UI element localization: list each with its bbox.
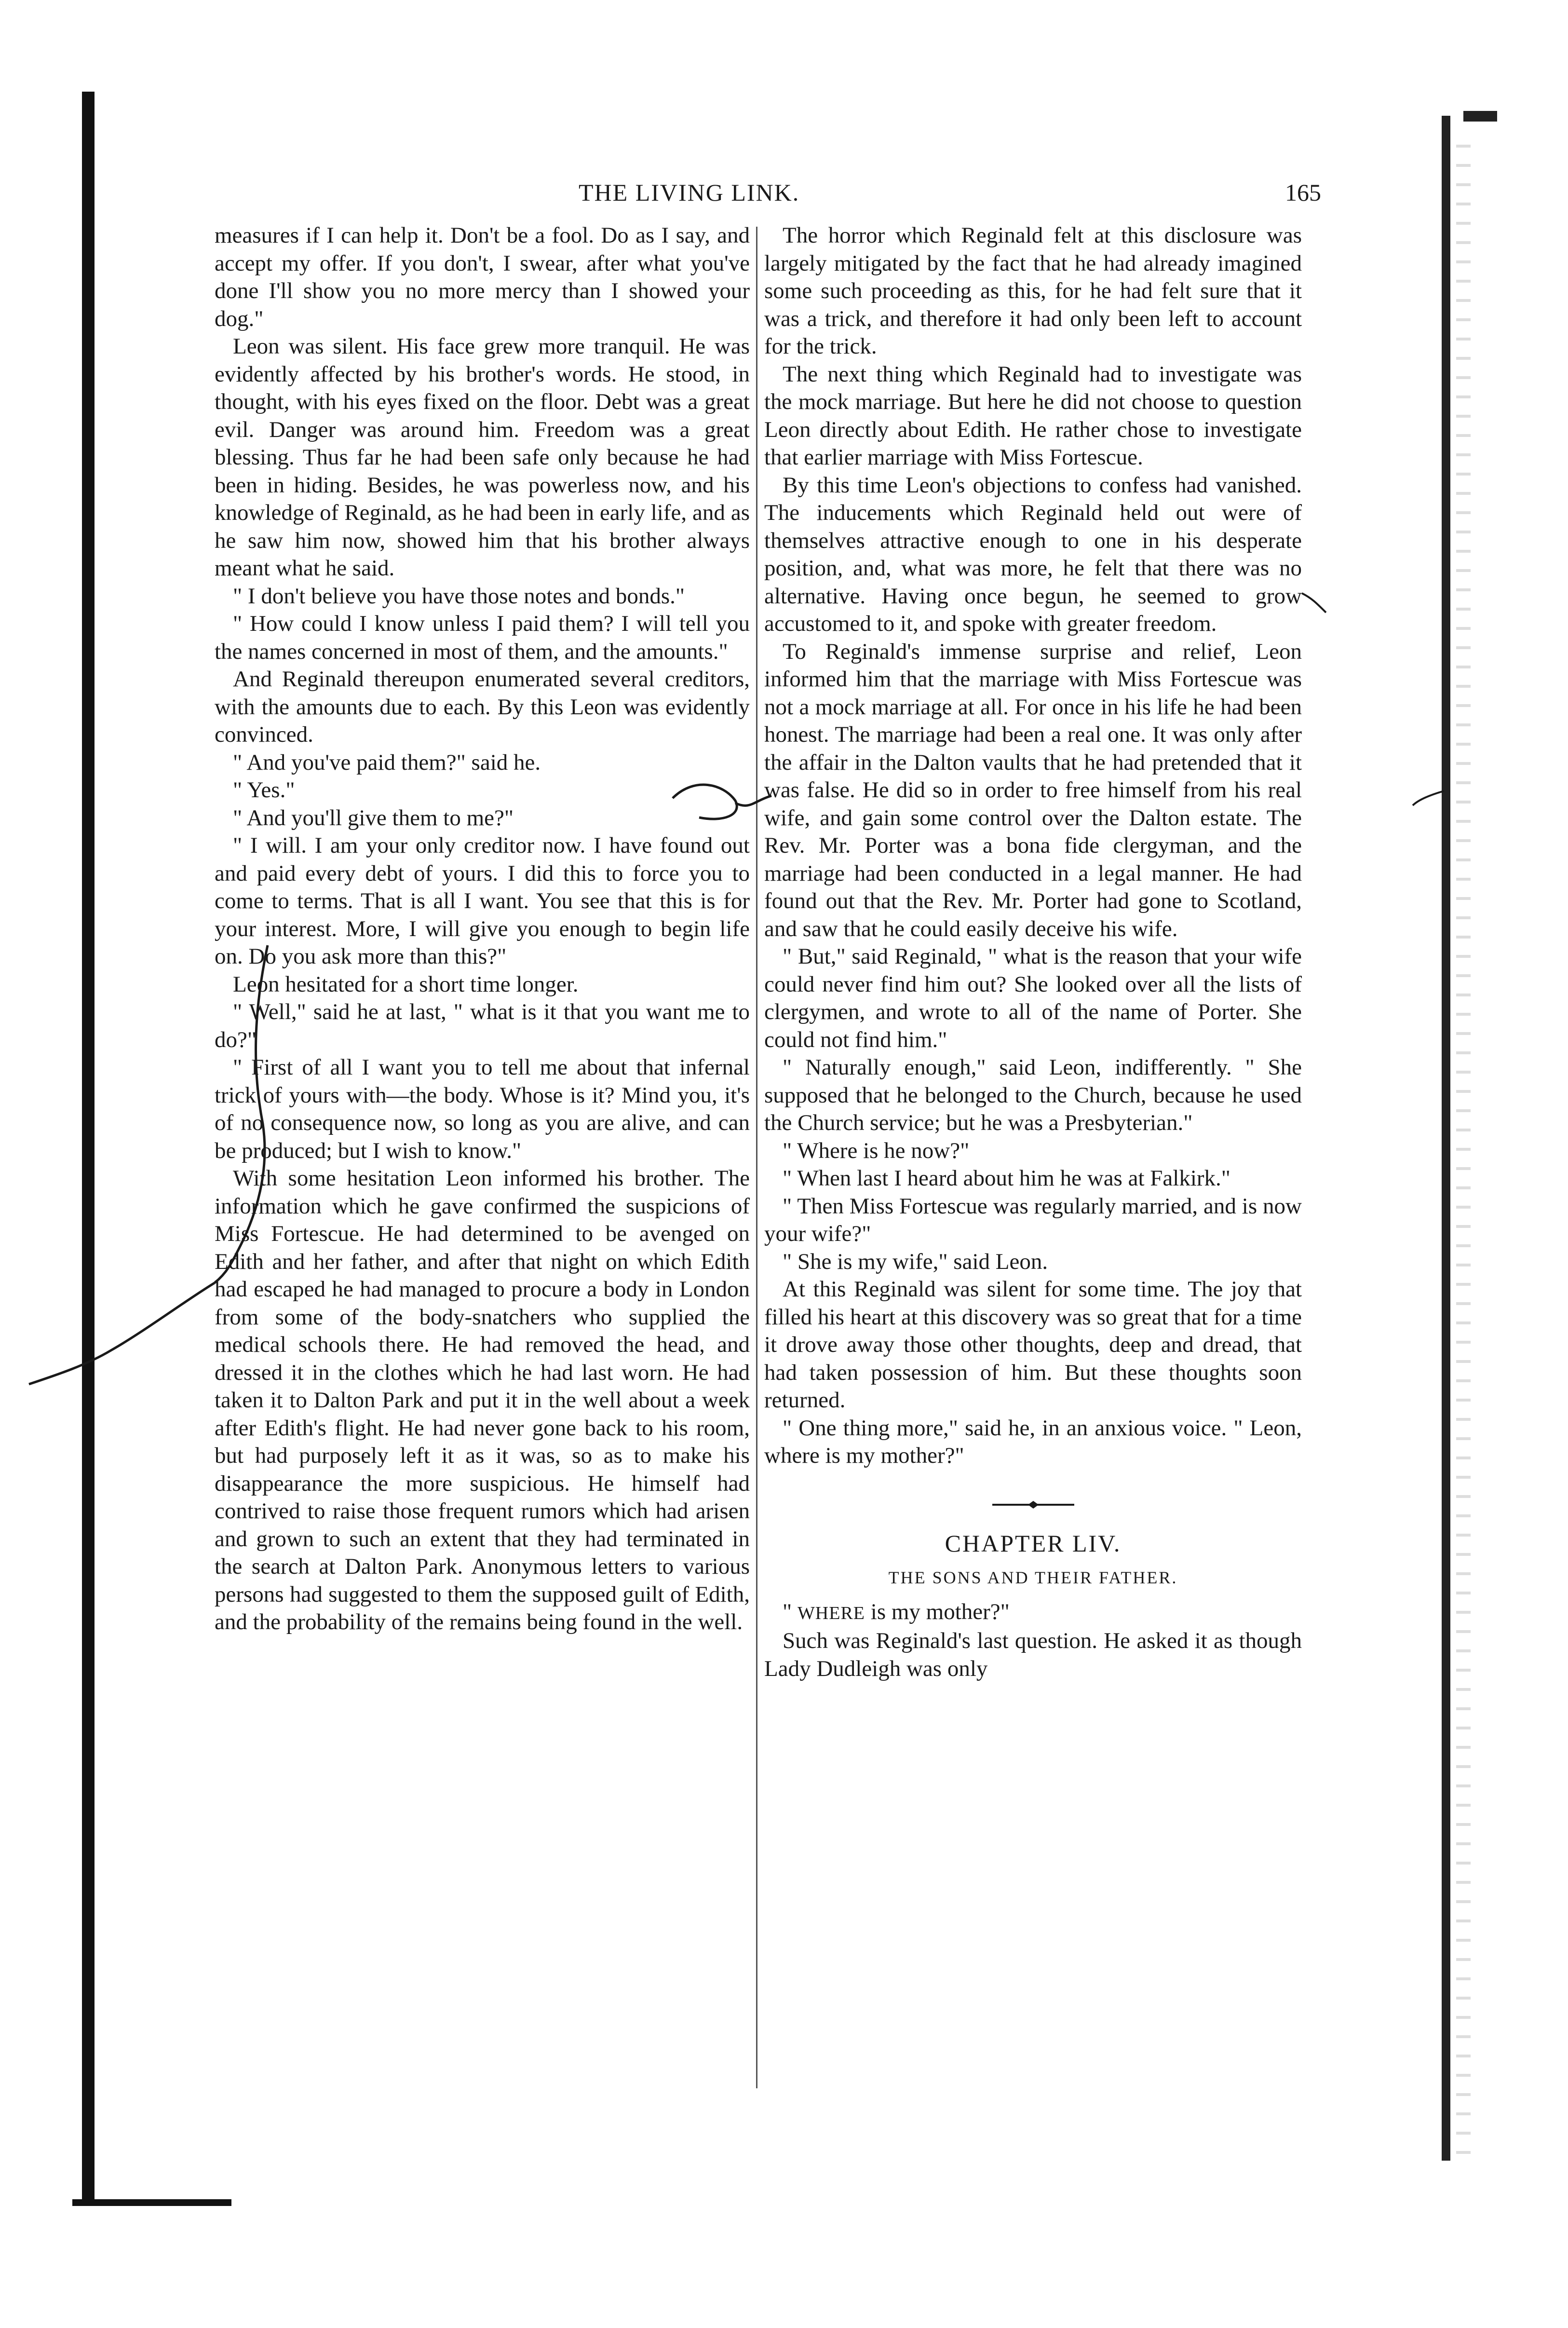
- opening-smallcaps: WHERE: [797, 1603, 865, 1623]
- scan-top-edge: [0, 0, 1568, 29]
- paragraph: " Then Miss Fortescue was regularly married, and is now your wife?": [764, 1193, 1302, 1246]
- paragraph: " But," said Reginald, " what is the reason that your wife could never find him out? She looked over all the lists of clergymen, and wrote to all of the name of Porter. She could not find him.": [764, 944, 1302, 1052]
- paragraph: " Well," said he at last, " what is it that you want me to do?": [215, 999, 750, 1052]
- pen-stroke: [1413, 791, 1444, 805]
- scan-binding-shadow: [82, 92, 95, 2199]
- paragraph: " She is my wife," said Leon.: [783, 1249, 1048, 1274]
- opening-rest: is my mother?": [865, 1599, 1010, 1624]
- running-title: THE LIVING LINK.: [579, 179, 800, 206]
- paragraph: To Reginald's immense surprise and relief, Leon informed him that the marriage with Miss Fortescue was not a mock marriage at all. For once in his life he had been honest. The marriage had been a real one. It was only after the affair in the Dalton vaults that he had pretended that it was false. He did so in order to free himself from his real wife, and gain some control over the Dalton estate. The Rev. Mr. Porter was a bona fide clergyman, and the marriage had been conducted in a legal manner. He had found out that the Rev. Mr. Porter had gone to Scotland, and saw that he could easily deceive his wife.: [764, 639, 1302, 941]
- paragraph: The horror which Reginald felt at this disclosure was largely mitigated by the fact that he had already imagined some such proceeding as this, for he had felt sure that it was a trick, and therefore it had only been left to account for the trick.: [764, 223, 1302, 359]
- paragraph: Leon was silent. His face grew more tranquil. He was evidently affected by his brother's words. He stood, in thought, with his eyes fixed on the floor. Debt was a great evil. Danger was around him. Freedom was a great blessing. Thus far he had been safe only because he had been in hiding. Besides, he was powerless now, and his knowledge of Reginald, as he had been in early life, and as he saw him now, showed him that his brother always meant what he said.: [215, 334, 750, 581]
- right-column: [764, 222, 1302, 2112]
- column-rule: [756, 227, 757, 2088]
- paragraph: " One thing more," said he, in an anxious voice. " Leon, where is my mother?": [764, 1415, 1302, 1468]
- chapter-subtitle: THE SONS AND THEIR FATHER.: [888, 1567, 1178, 1587]
- paragraph: " Yes.": [233, 777, 295, 803]
- page-number: 165: [1285, 179, 1321, 206]
- chapter-title: CHAPTER LIV.: [945, 1529, 1122, 1557]
- paragraph: Leon hesitated for a short time longer.: [233, 971, 579, 997]
- paragraph: " Where is he now?": [783, 1138, 970, 1163]
- paragraph: " First of all I want you to tell me about that infernal trick of yours with—the body. Whose is it? Mind you, it's of no consequence now, so long as you are alive, and can be produced; but I wish to know.": [215, 1055, 750, 1163]
- running-head: [203, 178, 1321, 212]
- paragraph: " Naturally enough," said Leon, indifferently. " She supposed that he belonged to the Church, because he used the Church service; but he was a Presbyterian.": [764, 1055, 1302, 1135]
- chapter-ornament: [764, 1500, 1302, 1510]
- paragraph: " And you've paid them?" said he.: [233, 749, 541, 775]
- scan-right-mark: [1463, 111, 1497, 122]
- opening-quote: ": [783, 1599, 798, 1624]
- ornament-rule-icon: [992, 1500, 1074, 1510]
- left-column: [215, 222, 750, 2112]
- paragraph: Such was Reginald's last question. He asked it as though Lady Dudleigh was only: [764, 1628, 1302, 1681]
- paragraph: The next thing which Reginald had to investigate was the mock marriage. But here he did not choose to question Leon directly about Edith. He rather chose to investigate that earlier marriage with Miss Fortescue.: [764, 361, 1302, 470]
- scan-binding-shadow-foot: [72, 2199, 231, 2206]
- pen-stroke: [1302, 593, 1326, 613]
- paragraph: " And you'll give them to me?": [233, 805, 514, 830]
- paragraph: " When last I heard about him he was at Falkirk.": [783, 1166, 1230, 1191]
- paragraph: " I will. I am your only creditor now. I have found out and paid every debt of yours. I did this to force you to come to terms. That is all I want. You see that this is for your interest. More, I will give you enough to begin life on. Do you ask more than this?": [215, 833, 750, 969]
- paragraph: " I don't believe you have those notes and bonds.": [233, 583, 685, 609]
- paragraph: At this Reginald was silent for some time. The joy that filled his heart at this discovery was so great that for a time it drove away those other thoughts, deep and dread, that had taken possession of him. But these thoughts soon returned.: [764, 1277, 1302, 1413]
- paragraph: With some hesitation Leon informed his brother. The information which he gave confirmed the suspicions of Miss Fortescue. He had determined to be avenged on Edith and her father, and after that night on which Edith had escaped he had managed to procure a body in London from some of the body-snatchers who supplied the medical schools there. He had removed the head, and dressed it in the clothes which he had last worn. He had taken it to Dalton Park and put it in the well about a week after Edith's flight. He had never gone back to his room, but had purposely left it as it was, so as to make his disappearance the more suspicious. He himself had contrived to raise those frequent rumors which had arisen and grown to such an extent that they had terminated in the search at Dalton Park. Anonymous letters to various persons had suggested to them the supposed guilt of Edith, and the probability of the remains being found in the well.: [215, 1166, 750, 1634]
- scan-right-edge: [1442, 116, 1450, 2161]
- scan-right-speckle: [1456, 145, 1471, 2170]
- paragraph: And Reginald thereupon enumerated several creditors, with the amounts due to each. By this Leon was evidently convinced.: [215, 667, 750, 747]
- pen-stroke: [29, 1283, 215, 1384]
- paragraph: By this time Leon's objections to confess had vanished. The inducements which Reginald held out were of themselves attractive enough to one in his desperate position, and, what was more, he felt that there was no alternative. Having once begun, he seemed to grow accustomed to it, and spoke with greater freedom.: [764, 472, 1302, 636]
- paragraph: " How could I know unless I paid them? I will tell you the names concerned in most of them, and the amounts.": [215, 611, 750, 664]
- chapter-opening-line: [764, 1598, 1302, 1628]
- paragraph: measures if I can help it. Don't be a fool. Do as I say, and accept my offer. If you don't, I swear, after what you've done I'll show you no more mercy than I showed your dog.": [215, 223, 750, 331]
